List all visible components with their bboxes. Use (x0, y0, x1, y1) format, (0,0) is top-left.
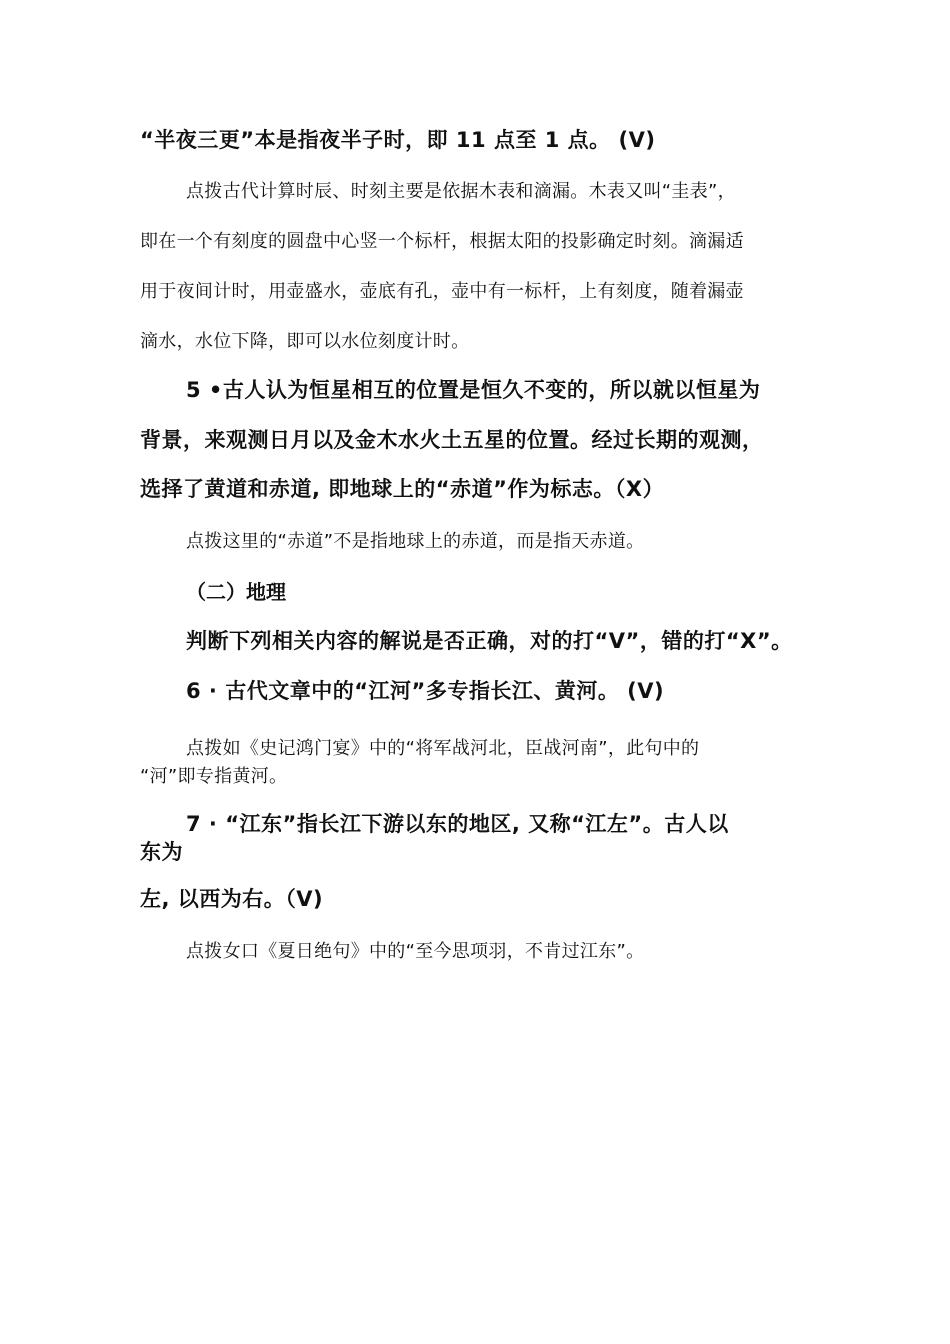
question-7-line-3: 左, 以西为右。（V) (140, 887, 324, 911)
section-heading-geography: （二）地理 (186, 580, 286, 604)
note-4-line-2: 即在一个有刻度的圆盘中心竖一个标杆，根据太阳的投影确定时刻。滴漏适 (140, 231, 744, 252)
question-7-line-1: 7 · “江东”指长江下游以东的地区, 又称“江左”。古人以 (186, 812, 729, 836)
question-5-line-2: 背景，来观测日月以及金木水火土五星的位置。经过长期的观测， (140, 428, 764, 452)
note-4-line-1: 点拨古代计算时辰、时刻主要是依据木表和滴漏。木表又叫“圭表”， (186, 181, 736, 202)
question-5-line-3: 选择了黄道和赤道, 即地球上的“赤道”作为标志。（X） (140, 477, 665, 501)
question-6-line: 6 · 古代文章中的“江河”多专指长江、黄河。 (V) (186, 679, 665, 703)
note-7-line-1: 点拨女口《夏日绝句》中的“至今思项羽，不肯过江东”。 (186, 941, 645, 962)
question-4-line: “半夜三更”本是指夜半子时，即 11 点至 1 点。 (V) (140, 128, 656, 152)
note-4-line-4: 滴水，水位下降，即可以水位刻度计时。 (140, 331, 470, 352)
note-6-line-2: “河”即专指黄河。 (140, 766, 288, 787)
question-7-line-2: 东为 (140, 840, 183, 864)
note-6-line-1: 点拨如《史记鸿门宴》中的“将军战河北，臣战河南”，此句中的 (186, 738, 700, 759)
question-5-line-1: 5 •古人认为恒星相互的位置是恒久不变的，所以就以恒星为 (186, 378, 761, 402)
instruction-line: 判断下列相关内容的解说是否正确，对的打“V”，错的打“X”。 (186, 629, 793, 653)
note-4-line-3: 用于夜间计时，用壶盛水，壶底有孔，壶中有一标杆，上有刻度，随着漏壶 (140, 281, 744, 302)
note-5-line-1: 点拨这里的“赤道”不是指地球上的赤道，而是指天赤道。 (186, 531, 645, 552)
